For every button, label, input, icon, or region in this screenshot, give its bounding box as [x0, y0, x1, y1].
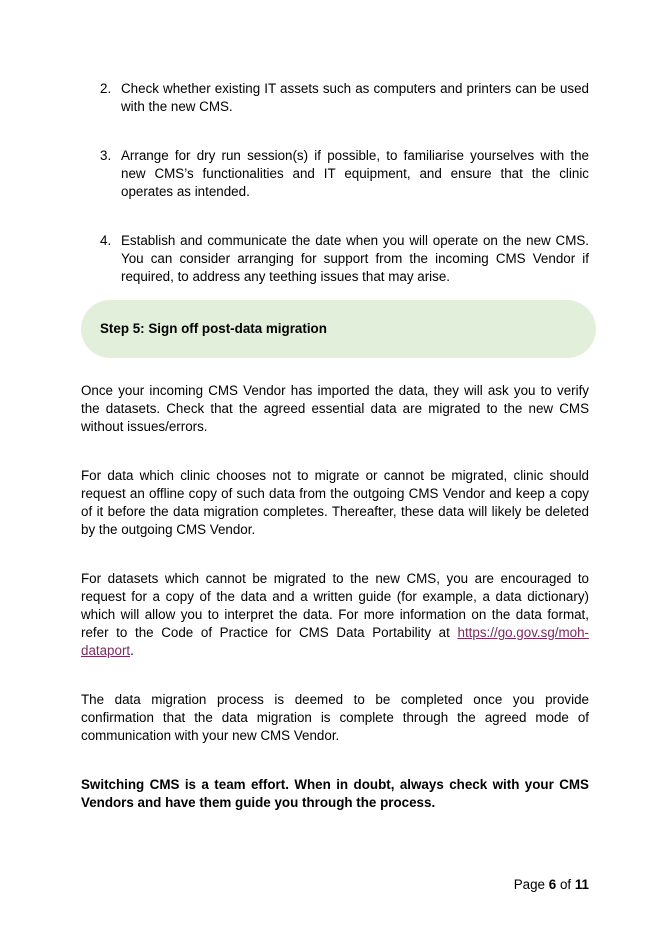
dataport-link[interactable]: https://go.gov.sg/moh-dataport [81, 625, 589, 658]
paragraph-datasets-end: . [130, 643, 134, 658]
paragraph-datasets-text: For datasets which cannot be migrated to the new CMS, you are encouraged to request for a copy of the data and a written guide (for example, a data dictionary) which will allow you to interpret the data. For more information on the data format, refer to the Code of Practice for CMS Data Portability at [81, 571, 589, 640]
page-current: 6 [548, 877, 557, 892]
step-heading-band [81, 300, 596, 358]
paragraph-completion: The data migration process is deemed to be completed once you provide confirmation that the data migration is complete through the agreed mode of communication with your new CMS Vendor. [81, 692, 589, 743]
step-title: Step 5: Sign off post-data migration [100, 321, 327, 336]
list-item-text: Arrange for dry run session(s) if possible, to familiarise yourselves with the new CMS’s functionalities and IT equipment, and ensure that the clinic operates as intended. [121, 148, 589, 199]
list-item-number: 4. [100, 233, 112, 248]
paragraph-offline-copy: For data which clinic chooses not to migrate or cannot be migrated, clinic should request an offline copy of such data from the outgoing CMS Vendor and keep a copy of it before the data migration completes. Thereafter, these data will likely be deleted by the outgoing CMS Vendor. [81, 468, 589, 537]
page-total: 11 [574, 877, 589, 892]
list-item-text: Check whether existing IT assets such as computers and printers can be used with the new CMS. [121, 81, 589, 114]
page-footer [500, 876, 589, 894]
paragraph-team-effort: Switching CMS is a team effort. When in doubt, always check with your CMS Vendors and have them guide you through the process. [81, 777, 589, 810]
page-label: Page [513, 877, 546, 892]
list-item-number: 3. [100, 148, 112, 163]
paragraph-datasets [81, 570, 589, 660]
page-of: of [559, 877, 572, 892]
list-item-number: 2. [100, 81, 112, 96]
paragraph-verify: Once your incoming CMS Vendor has imported the data, they will ask you to verify the datasets. Check that the agreed essential data are migrated to the new CMS without issues/errors. [81, 383, 589, 434]
list-item-text: Establish and communicate the date when you will operate on the new CMS. You can consider arranging for support from the incoming CMS Vendor if required, to address any teething issues that may arise. [121, 233, 589, 284]
